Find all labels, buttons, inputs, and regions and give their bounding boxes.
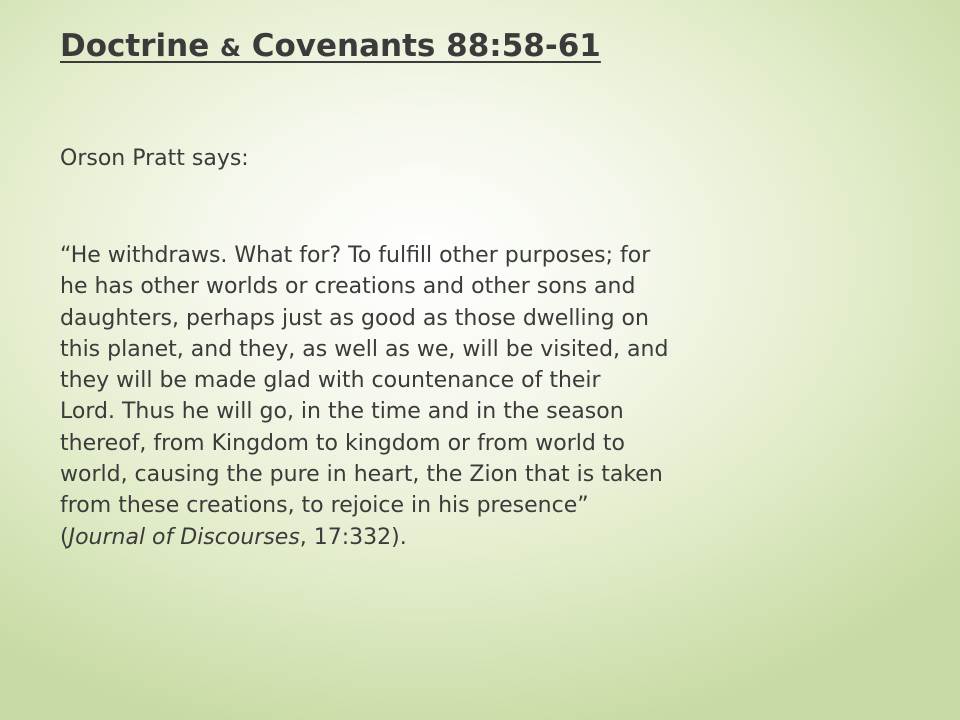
quote-line: daughters, perhaps just as good as those dwelling on xyxy=(60,305,649,331)
quote-body xyxy=(60,240,668,553)
quote-line: he has other worlds or creations and other sons and xyxy=(60,274,636,300)
quote-line: thereof, from Kingdom to kingdom or from world to xyxy=(60,430,625,456)
citation-source: Journal of Discourses xyxy=(68,524,300,550)
title-ampersand: & xyxy=(220,34,241,62)
quote-line: this planet, and they, as well as we, will be visited, and xyxy=(60,336,669,362)
citation-rest: , 17:332). xyxy=(299,524,407,550)
quote-attribution: Orson Pratt says: xyxy=(60,146,249,171)
citation-open: ( xyxy=(60,524,69,550)
quote-line: Lord. Thus he will go, in the time and in the season xyxy=(60,399,624,425)
quote-line: they will be made glad with countenance of their xyxy=(60,368,601,394)
quote-line: from these creations, to rejoice in his presence” xyxy=(60,493,589,519)
title-part-1: Doctrine xyxy=(60,28,221,64)
quote-line: world, causing the pure in heart, the Zion that is taken xyxy=(60,462,663,488)
slide-title xyxy=(60,24,601,70)
quote-citation xyxy=(60,522,668,553)
quote-line: “He withdraws. What for? To fulfill other purposes; for xyxy=(60,243,651,268)
title-part-2: Covenants 88:58-61 xyxy=(240,28,601,64)
